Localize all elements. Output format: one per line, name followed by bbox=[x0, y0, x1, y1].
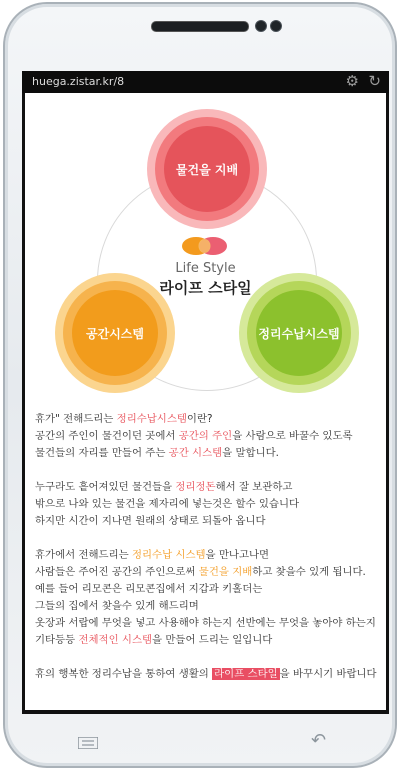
text-line: 누구라도 흩어져있던 물건들을 정리정돈해서 잘 보관하고 bbox=[35, 481, 293, 493]
text-line: 예를 들어 리모콘은 리모콘집에서 지갑과 키홀더는 bbox=[35, 583, 263, 595]
text-line: 휴의 행복한 정리수납을 통하여 생활의 라이프 스타일 을 바꾸시기 바랍니다 bbox=[35, 668, 377, 680]
hardware-navbar bbox=[22, 718, 389, 764]
back-icon[interactable]: ↶ bbox=[311, 730, 327, 751]
text-line: 휴가" 전해드리는 정리수납시스템이란? bbox=[35, 413, 213, 425]
menu-icon[interactable] bbox=[78, 737, 98, 749]
circle-label-left: 공간시스템 bbox=[86, 326, 144, 341]
logo-korean: 라이프 스타일 bbox=[159, 279, 252, 297]
sensor-dot bbox=[255, 20, 267, 32]
circle-label-right: 정리수납시스템 bbox=[258, 326, 340, 341]
front-camera bbox=[270, 20, 282, 32]
circle-control-items bbox=[155, 117, 259, 221]
text-line: 하지만 시간이 지나면 원래의 상태로 되돌아 옵니다 bbox=[35, 515, 266, 527]
article-body bbox=[35, 411, 383, 683]
lifestyle-diagram bbox=[25, 93, 386, 413]
text-line: 그들의 집에서 찾을수 있게 해드리며 bbox=[35, 600, 199, 612]
text-line: 밖으로 나와 있는 물건을 제자리에 넣는것은 할수 있습니다 bbox=[35, 498, 300, 510]
screen bbox=[22, 71, 389, 714]
text-line: 사람들은 주어진 공간의 주인으로써 물건을 지배하고 찾을수 있게 됩니다. bbox=[35, 566, 366, 578]
text-line: 옷장과 서랍에 무엇을 넣고 사용해야 하는지 선반에는 무엇을 놓아야 하는지 bbox=[35, 617, 376, 629]
text-line: 기타등등 전체적인 시스템을 만들어 드리는 일입니다 bbox=[35, 634, 273, 646]
text-line: 물건들의 자리를 만들어 주는 공간 시스템을 말합니다. bbox=[35, 447, 279, 459]
text-line: 공간의 주인이 물건이던 곳에서 공간의 주인을 사람으로 바꿀수 있도록 bbox=[35, 430, 353, 442]
phone-frame bbox=[3, 2, 397, 768]
logo-english: Life Style bbox=[175, 261, 236, 276]
text-line: 휴가에서 전해드리는 정리수납 시스템을 만나고나면 bbox=[35, 549, 270, 561]
gear-icon[interactable]: ⚙ bbox=[345, 72, 359, 90]
browser-toolbar bbox=[22, 71, 389, 93]
lifestyle-logo-icon bbox=[175, 235, 235, 257]
refresh-icon[interactable]: ↻ bbox=[368, 72, 381, 90]
circle-label-top: 물건을 지배 bbox=[175, 162, 239, 177]
address-bar[interactable]: huega.zistar.kr/8 bbox=[32, 75, 125, 88]
speaker-grille bbox=[151, 21, 249, 32]
web-page bbox=[25, 93, 386, 710]
